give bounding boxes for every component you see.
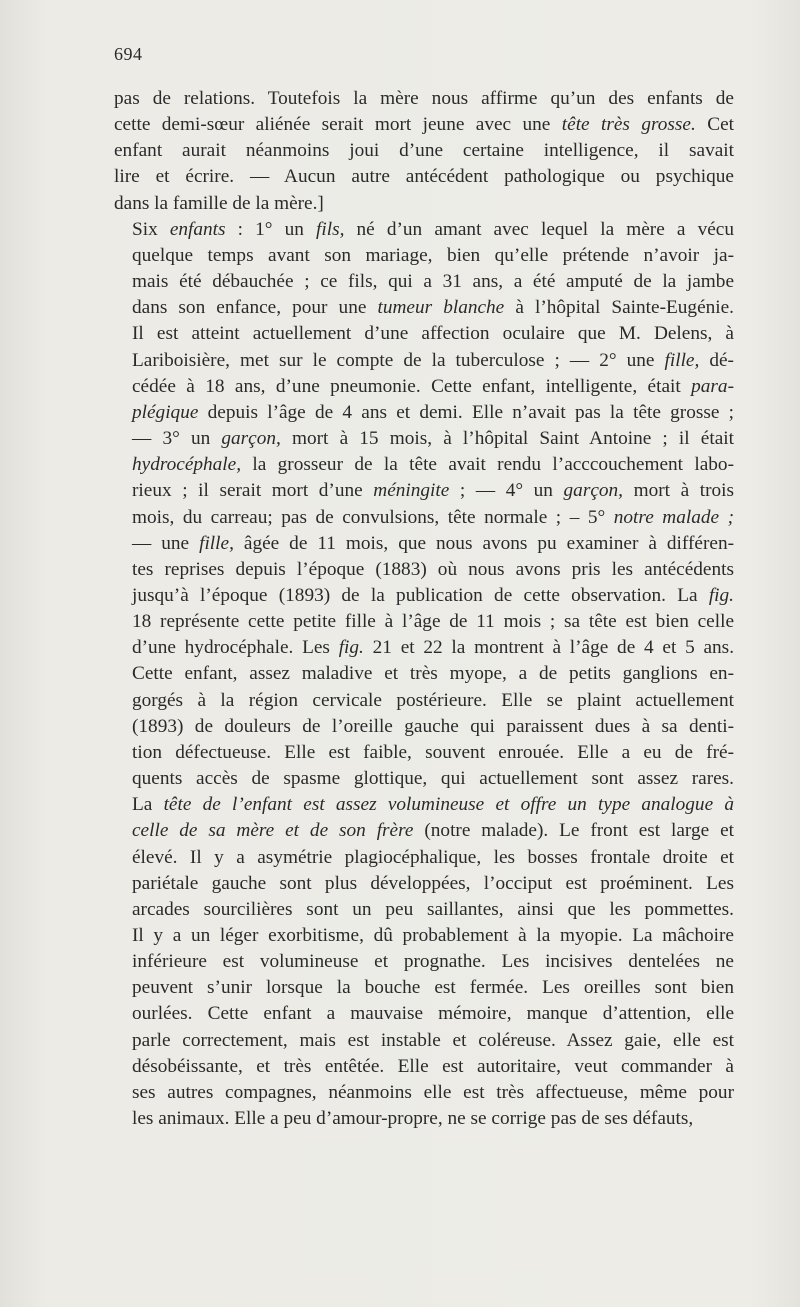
text-line: tes reprises depuis l’époque (1883) où nous avons pris les antécédents — [132, 558, 734, 580]
text-line: (1893) de douleurs de l’oreille gauche qui paraissent dues à sa denti- — [132, 715, 734, 737]
paragraph — [114, 86, 734, 217]
paragraph — [114, 217, 734, 1132]
text-line: cédée à 18 ans, d’une pneumonie. Cette enfant, intelligente, était para- — [132, 375, 734, 397]
text-line: hydrocéphale, la grosseur de la tête avait rendu l’acccouchement labo- — [132, 454, 734, 476]
text-line: pas de relations. Toutefois la mère nous affirme qu’un des enfants de — [114, 88, 734, 109]
page-number: 694 — [114, 44, 143, 64]
text-line: dans la famille de la mère.] — [114, 192, 324, 214]
text-line: celle de sa mère et de son frère (notre malade). Le front est large et — [132, 820, 734, 842]
text-line: gorgés à la région cervicale postérieure. Elle se plaint actuellement — [132, 689, 734, 711]
text-line: lire et écrire. — Aucun autre antécédent pathologique ou psychique — [114, 166, 734, 188]
text-line: parle correctement, mais est instable et coléreuse. Assez gaie, elle est — [132, 1029, 734, 1051]
text-line: pariétale gauche sont plus développées, l’occiput est proéminent. Les — [132, 872, 734, 894]
text-line: jusqu’à l’époque (1893) de la publication de cette observation. La fig. — [132, 584, 734, 606]
text-line: enfant aurait néanmoins joui d’une certaine intelligence, il savait — [114, 140, 734, 162]
text-line: mais été débauchée ; ce fils, qui a 31 ans, a été amputé de la jambe — [132, 271, 734, 293]
text-line: Six enfants : 1° un fils, né d’un amant avec lequel la mère a vécu — [132, 218, 734, 240]
text-line: Cette enfant, assez maladive et très myope, a de petits ganglions en- — [132, 663, 734, 685]
text-line: peuvent s’unir lorsque la bouche est fermée. Les oreilles sont bien — [132, 977, 734, 999]
text-line: les animaux. Elle a peu d’amour-propre, ne se corrige pas de ses défauts, — [132, 1108, 694, 1130]
text-line: arcades sourcilières sont un peu saillantes, ainsi que les pommettes. — [132, 898, 734, 920]
text-line: ses autres compagnes, néanmoins elle est très affectueuse, même pour — [132, 1081, 734, 1103]
text-line: rieux ; il serait mort d’une méningite ; — 4° un garçon, mort à trois — [132, 480, 734, 502]
text-line: Il est atteint actuellement d’une affection oculaire que M. Delens, à — [132, 323, 734, 345]
text-line: tion défectueuse. Elle est faible, souvent enrouée. Elle a eu de fré- — [132, 741, 734, 763]
text-line: quelque temps avant son mariage, bien qu’elle prétende n’avoir ja- — [132, 244, 734, 266]
text-line: — 3° un garçon, mort à 15 mois, à l’hôpital Saint Antoine ; il était — [132, 428, 734, 450]
text-line: plégique depuis l’âge de 4 ans et demi. Elle n’avait pas la tête grosse ; — [132, 401, 734, 423]
text-line: désobéissante, et très entêtée. Elle est autoritaire, veut commander à — [132, 1055, 734, 1077]
text-line: élevé. Il y a asymétrie plagiocéphalique, les bosses frontale droite et — [132, 846, 734, 868]
text-line: quents accès de spasme glottique, qui actuellement sont assez rares. — [132, 768, 734, 790]
text-line: — une fille, âgée de 11 mois, que nous avons pu examiner à différen- — [132, 532, 735, 554]
text-line: La tête de l’enfant est assez volumineuse et offre un type analogue à — [132, 794, 734, 816]
text-line: inférieure est volumineuse et prognathe. Les incisives dentelées ne — [132, 951, 734, 973]
text-line: mois, du carreau; pas de convulsions, tête normale ; – 5° notre malade ; — [132, 506, 735, 528]
text-line: ourlées. Cette enfant a mauvaise mémoire, manque d’attention, elle — [132, 1003, 734, 1025]
text-line: dans son enfance, pour une tumeur blanche à l’hôpital Sainte-Eugénie. — [132, 297, 734, 319]
body-text — [114, 86, 734, 1132]
text-line: d’une hydrocéphale. Les fig. 21 et 22 la montrent à l’âge de 4 et 5 ans. — [132, 637, 735, 659]
text-line: Lariboisière, met sur le compte de la tuberculose ; — 2° une fille, dé- — [132, 349, 734, 371]
text-line: Il y a un léger exorbitisme, dû probablement à la myopie. La mâchoire — [132, 925, 734, 946]
text-line: 18 représente cette petite fille à l’âge de 11 mois ; sa tête est bien celle — [132, 611, 734, 633]
text-line: cette demi-sœur aliénée serait mort jeune avec une tête très grosse. Cet — [114, 114, 734, 136]
